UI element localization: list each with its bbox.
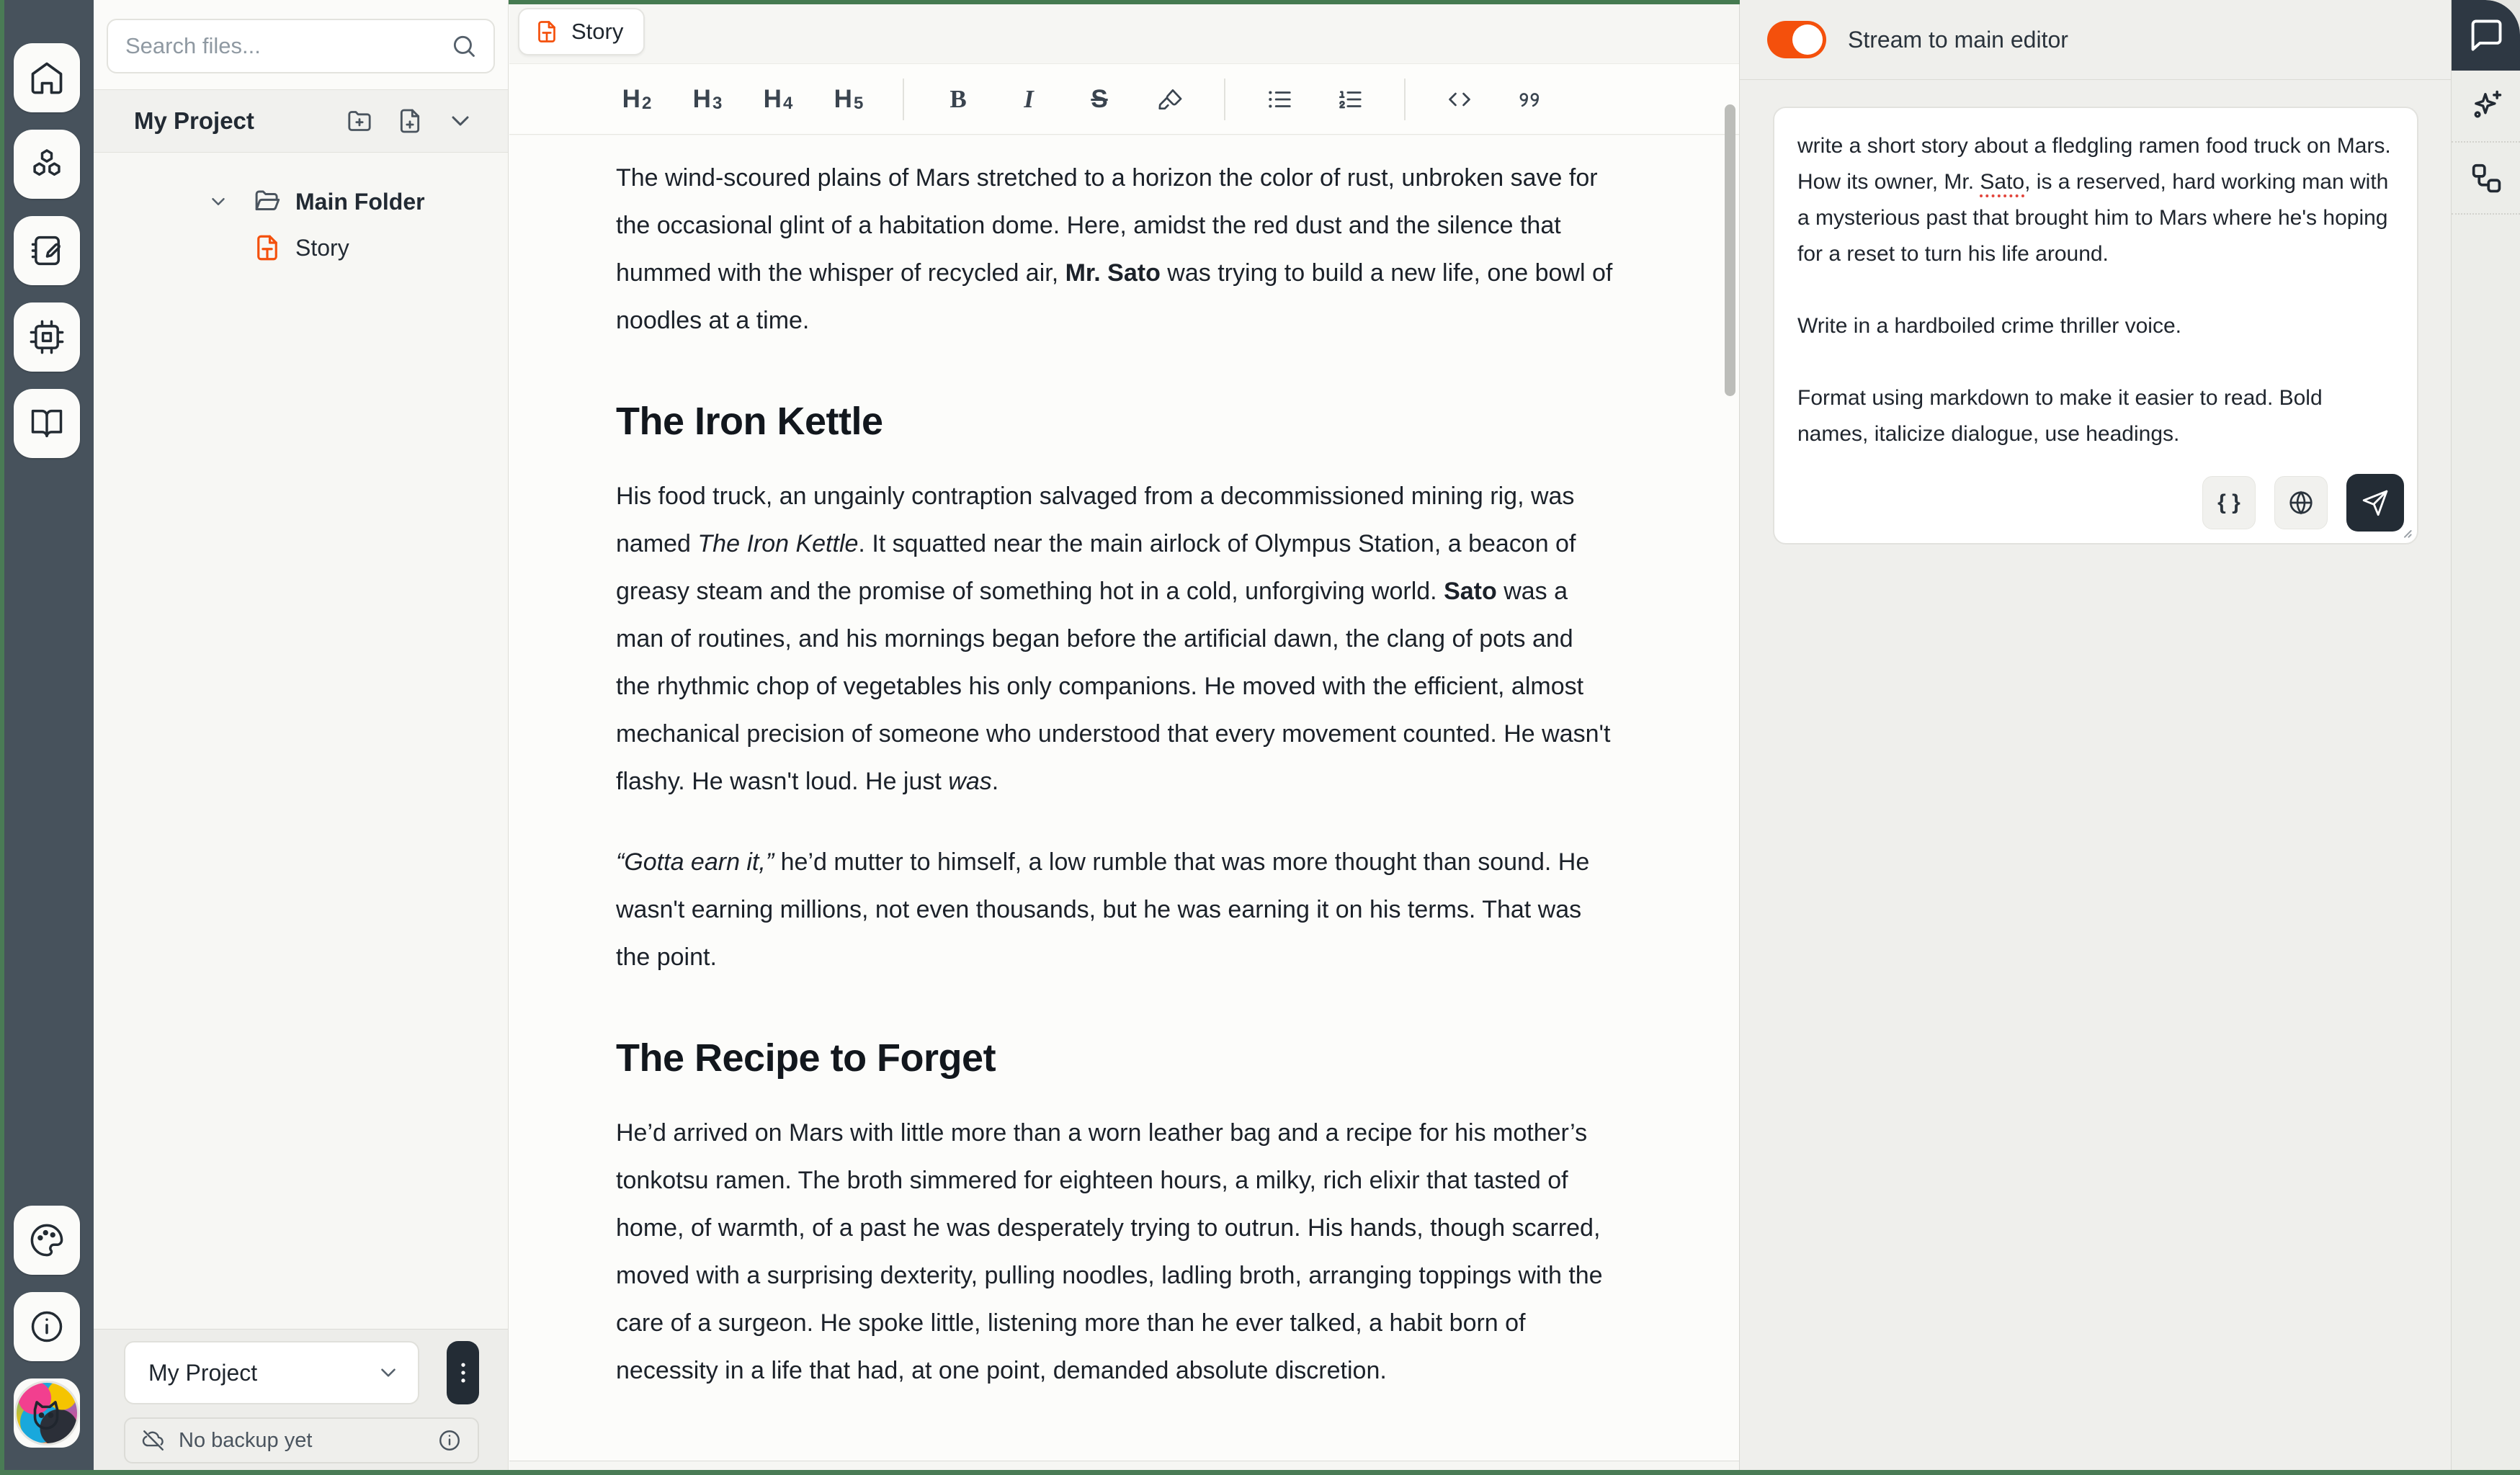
ai-settings-button[interactable]	[14, 302, 80, 372]
strikethrough-button[interactable]: S	[1091, 84, 1108, 113]
codex-button[interactable]	[14, 130, 80, 199]
tab-bar	[509, 0, 1739, 63]
workflow-tab-button[interactable]	[2452, 143, 2520, 215]
stream-toggle[interactable]	[1767, 21, 1826, 58]
workflow-icon	[2467, 159, 2505, 197]
tab-story[interactable]	[518, 8, 645, 55]
sparkles-plus-icon	[2467, 87, 2505, 125]
window-accent-left	[0, 0, 4, 1475]
tab-label: Story	[571, 19, 624, 44]
editor-accent-top	[509, 0, 1740, 4]
braces-icon: { }	[2217, 490, 2240, 514]
blockquote-button[interactable]	[1507, 73, 1553, 125]
chat-tab-button[interactable]	[2452, 0, 2520, 71]
new-file-button[interactable]	[396, 107, 424, 135]
tree-item-label: Story	[295, 234, 349, 261]
file-explorer-panel	[94, 0, 509, 1475]
toolbar-separator	[1404, 79, 1406, 120]
project-title: My Project	[134, 107, 254, 134]
tree-item-label: Main Folder	[295, 188, 425, 215]
chevron-down-icon	[376, 1360, 401, 1385]
tree-item-main-folder[interactable]	[94, 179, 508, 225]
italic-button[interactable]: I	[1024, 84, 1034, 113]
collapse-project-chevron[interactable]	[446, 107, 475, 135]
prompt-actions	[2202, 474, 2404, 532]
prompt-text: write a short story about a fledgling ramen food truck on Mars. How its owner, Mr. Sato, is a reserved, hard working man with a mysterious past that brought him to Mars where he's hoping for a reset to turn his life around. Write in a hardboiled crime thriller voice. Format using markdown to make it easier to read. Bold names, italicize dialogue, use headings.	[1797, 134, 2391, 446]
book-open-icon	[28, 405, 66, 442]
editor-viewport[interactable]	[509, 135, 1739, 1461]
palette-icon	[28, 1221, 66, 1259]
ai-generate-tab-button[interactable]	[2452, 71, 2520, 143]
toolbar-separator	[903, 79, 904, 120]
blocks-icon	[28, 145, 66, 183]
toggle-knob	[1792, 24, 1823, 55]
search-icon	[450, 32, 478, 60]
ordered-list-button[interactable]	[1327, 73, 1373, 125]
account-button[interactable]	[14, 1378, 80, 1448]
folder-open-icon	[252, 187, 282, 217]
insert-variable-button[interactable]	[2202, 476, 2256, 529]
code-button[interactable]	[1437, 73, 1483, 125]
toolbar-separator	[1224, 79, 1225, 120]
project-header	[94, 89, 508, 153]
theme-button[interactable]	[14, 1206, 80, 1275]
ai-chat-panel	[1739, 0, 2451, 1470]
heading3-button[interactable]: H 3	[692, 84, 723, 113]
user-avatar	[14, 1381, 79, 1445]
library-button[interactable]	[14, 389, 80, 458]
prompt-input[interactable]	[1773, 107, 2418, 544]
home-button[interactable]	[14, 43, 80, 112]
file-tree	[94, 153, 508, 271]
sidebar-footer	[94, 1329, 508, 1470]
globe-icon	[2287, 489, 2315, 516]
chat-panel-header	[1740, 0, 2451, 80]
project-menu-button[interactable]	[447, 1341, 479, 1404]
search-box	[107, 19, 495, 73]
search-input[interactable]	[124, 32, 450, 60]
tree-item-story[interactable]	[94, 225, 508, 271]
left-icon-rail	[0, 0, 94, 1475]
info-icon	[28, 1308, 66, 1345]
bold-button[interactable]: B	[950, 84, 967, 113]
send-icon	[2361, 488, 2390, 517]
backup-status-bar[interactable]	[124, 1417, 479, 1463]
project-select[interactable]	[124, 1341, 419, 1404]
more-vertical-icon	[449, 1358, 478, 1387]
home-icon	[28, 59, 66, 97]
heading4-button[interactable]: H 4	[763, 84, 793, 113]
formatting-toolbar	[509, 63, 1739, 135]
new-folder-button[interactable]	[345, 107, 374, 135]
cloud-off-icon	[141, 1428, 166, 1453]
chat-bubble-icon	[2467, 17, 2505, 54]
file-type-icon	[534, 19, 560, 45]
stream-toggle-label: Stream to main editor	[1848, 26, 2068, 53]
highlighter-icon	[1156, 86, 1184, 113]
project-select-label: My Project	[148, 1359, 258, 1386]
info-icon[interactable]	[437, 1428, 462, 1453]
ordered-list-icon	[1336, 86, 1364, 113]
editor-content[interactable]: The wind-scoured plains of Mars stretched to a horizon the color of rust, unbroken save for the occasional glint of a habitation dome. Here, amidst the red dust and the silence that hummed with the whisper of recycled air, Mr. Sato was trying to build a new life, one bowl of noodles at a time. The Iron Kettle His food truck, an ungainly contraption salvaged from a decommissioned mining rig, was named The Iron Kettle. It squatted near the main airlock of Olympus Station, a beacon of greasy steam and the promise of something hot in a cold, unforgiving world. Sato was a man of routines, and his mornings began before the artificial dawn, the clang of pots and the rhythmic chop of vegetables his only companions. He moved with the efficient, almost mechanical precision of someone who understood that every movement counted. He wasn't flashy. He wasn't loud. He just was. “Gotta earn it,” he’d mutter to himself, a low rumble that was more thought than sound. He wasn't earning millions, not even thousands, but he was earning it on his terms. That was the point. The Recipe to Forget He’d arrived on Mars with little more than a worn leather bag and a recipe for his mother’s tonkotsu ramen. The broth simmered for eighteen hours, a milky, rich elixir that tasted of home, of warmth, of a past he was desperately trying to outrun. His hands, though scarred, moved with a surprising dexterity, pulling noodles, ladling broth, arranging toppings with the care of a surgeon. He spoke little, listening more than he ever talked, a habit born of necessity in a life that had, at one point, demanded absolute discretion.	[616, 164, 1613, 1384]
heading5-button[interactable]: H 5	[834, 84, 864, 113]
notes-button[interactable]	[14, 216, 80, 285]
info-button[interactable]	[14, 1292, 80, 1361]
quote-icon	[1516, 86, 1544, 113]
window-accent-bottom	[0, 1470, 2520, 1475]
resize-handle[interactable]	[2395, 521, 2414, 540]
code-icon	[1446, 86, 1473, 113]
bullet-list-button[interactable]	[1256, 73, 1303, 125]
editor-scrollbar-thumb[interactable]	[1725, 104, 1735, 396]
file-type-icon	[252, 233, 282, 263]
backup-status-label: No backup yet	[179, 1428, 313, 1452]
right-icon-rail	[2451, 0, 2520, 1470]
editor-pane	[509, 0, 1739, 1470]
bullet-list-icon	[1266, 86, 1293, 113]
notebook-pen-icon	[28, 232, 66, 269]
web-context-button[interactable]	[2274, 476, 2328, 529]
cpu-icon	[28, 318, 66, 356]
heading2-button[interactable]: H 2	[622, 84, 652, 113]
highlighter-button[interactable]	[1147, 73, 1193, 125]
chevron-down-icon[interactable]	[207, 191, 229, 212]
search-area	[94, 0, 508, 89]
